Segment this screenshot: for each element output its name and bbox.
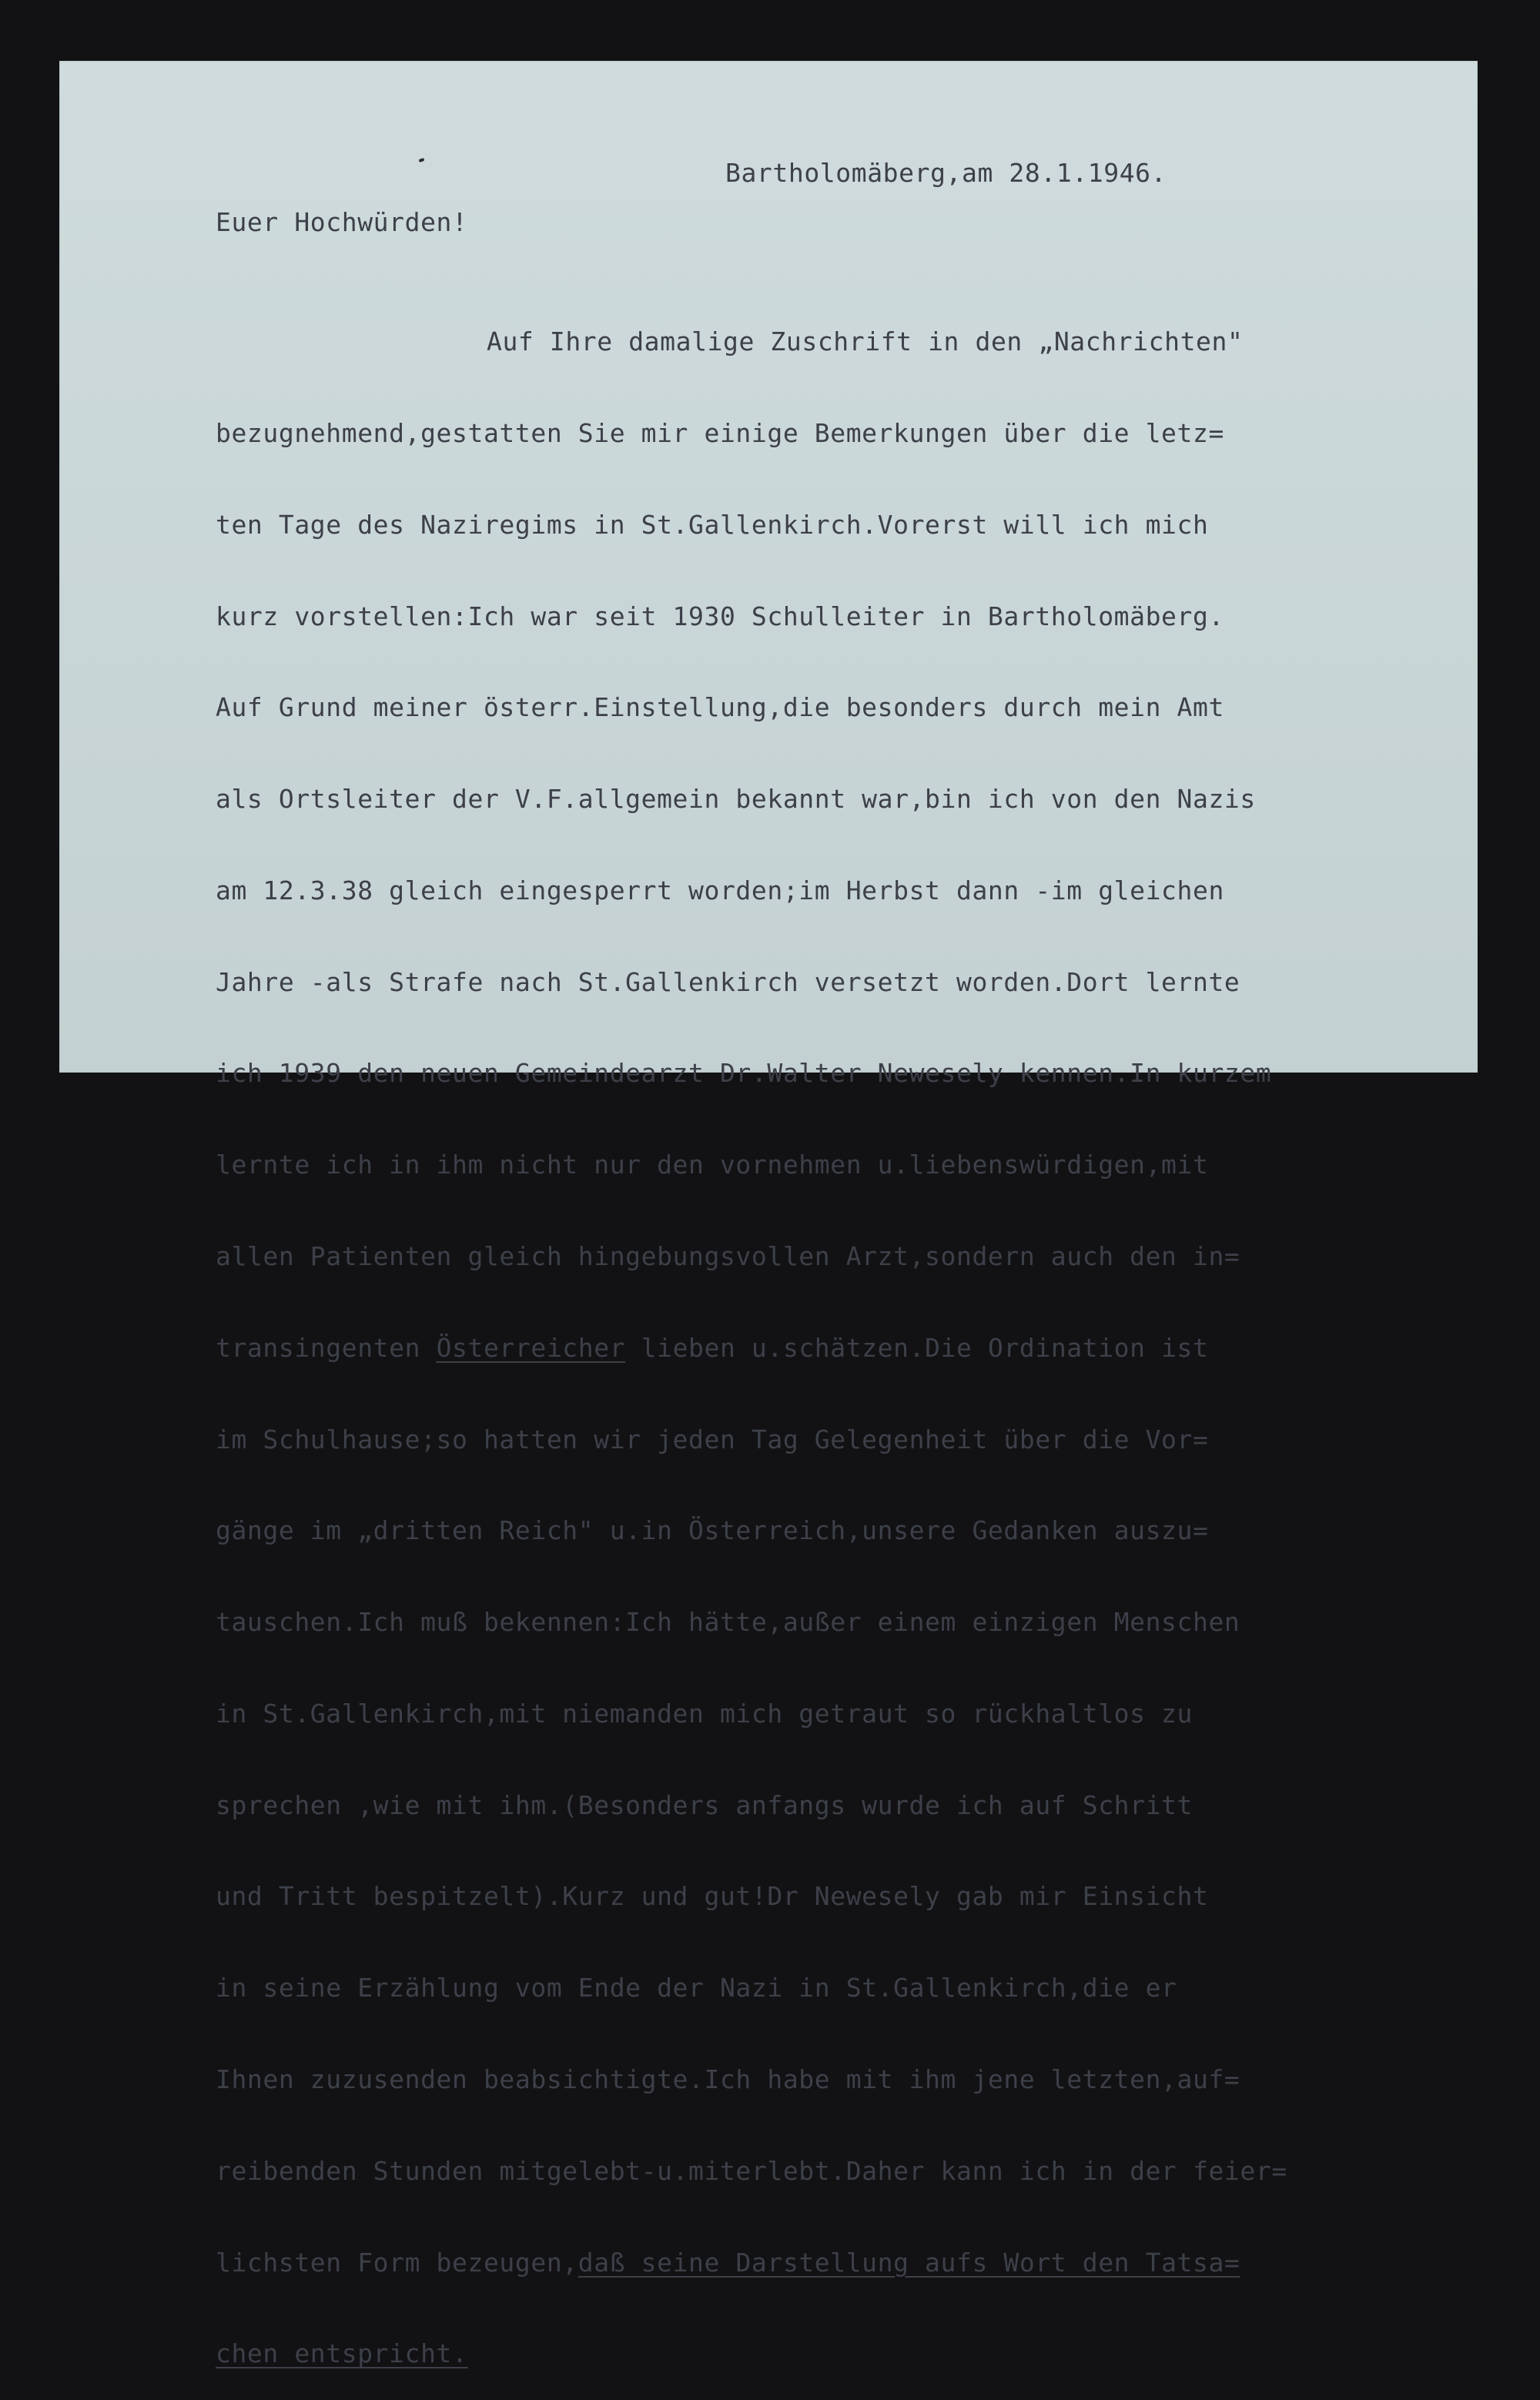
underlined-text: Österreicher: [436, 1332, 626, 1363]
text-line: Auf Grund meiner österr.Einstellung,die besonders durch mein Amt: [216, 692, 1224, 723]
text-line: Jahre -als Strafe nach St.Gallenkirch versetzt worden.Dort lernte: [216, 966, 1240, 997]
text-line: am 12.3.38 gleich eingesperrt worden;im Herbst dann -im gleichen: [216, 875, 1224, 905]
text-line: Ihnen zuzusenden beabsichtigte.Ich habe mit ihm jene letzten,auf=: [216, 2064, 1240, 2095]
text-line: sprechen ,wie mit ihm.(Besonders anfangs wurde ich auf Schritt: [216, 1789, 1193, 1820]
underlined-text: daß seine Darstellung aufs Wort den Tatsa=: [578, 2247, 1240, 2278]
text-line: tauschen.Ich muß bekennen:Ich hätte,außer einem einzigen Menschen: [216, 1607, 1240, 1638]
text-line: allen Patienten gleich hingebungsvollen Arzt,sondern auch den in=: [216, 1241, 1240, 1271]
text-line: Auf Ihre damalige Zuschrift in den „Nachrichten": [487, 326, 1244, 357]
text-line: reibenden Stunden mitgelebt-u.miterlebt.Daher kann ich in der feier=: [216, 2155, 1287, 2186]
text-line: [216, 2338, 1287, 2369]
text-line: als Ortsleiter der V.F.allgemein bekannt war,bin ich von den Nazis: [216, 784, 1256, 815]
text-line: in St.Gallenkirch,mit niemanden mich getraut so rückhaltlos zu: [216, 1698, 1193, 1729]
text-line: in seine Erzählung vom Ende der Nazi in St.Gallenkirch,die er: [216, 1973, 1177, 2003]
ink-mark: [419, 158, 425, 162]
letter-body: [216, 266, 1287, 2400]
text-line: bezugnehmend,gestatten Sie mir einige Bemerkungen über die letz=: [216, 417, 1224, 448]
text-segment: transingenten: [216, 1332, 437, 1363]
text-line: [216, 1333, 1287, 1364]
salutation: Euer Hochwürden!: [216, 207, 468, 237]
text-line: ten Tage des Naziregims in St.Gallenkirch.Vorerst will ich mich: [216, 509, 1209, 540]
text-line: kurz vorstellen:Ich war seit 1930 Schulleiter in Bartholomäberg.: [216, 601, 1224, 631]
text-segment: lieben u.schätzen.Die Ordination ist: [625, 1332, 1209, 1363]
text-line: im Schulhause;so hatten wir jeden Tag Gelegenheit über die Vor=: [216, 1424, 1209, 1454]
underlined-text: chen entspricht.: [216, 2338, 468, 2369]
text-line: ich 1939 den neuen Gemeindearzt Dr.Walter Newesely kennen.In kurzem: [216, 1058, 1272, 1089]
text-line: und Tritt bespitzelt).Kurz und gut!Dr Newesely gab mir Einsicht: [216, 1881, 1209, 1912]
text-segment: lichsten Form bezeugen,: [216, 2247, 578, 2278]
dateline: Bartholomäberg,am 28.1.1946.: [725, 158, 1167, 188]
text-line: [216, 2248, 1287, 2278]
text-line: gänge im „dritten Reich" u.in Österreich,unsere Gedanken auszu=: [216, 1515, 1209, 1546]
text-line: lernte ich in ihm nicht nur den vornehmen u.liebenswürdigen,mit: [216, 1150, 1209, 1180]
